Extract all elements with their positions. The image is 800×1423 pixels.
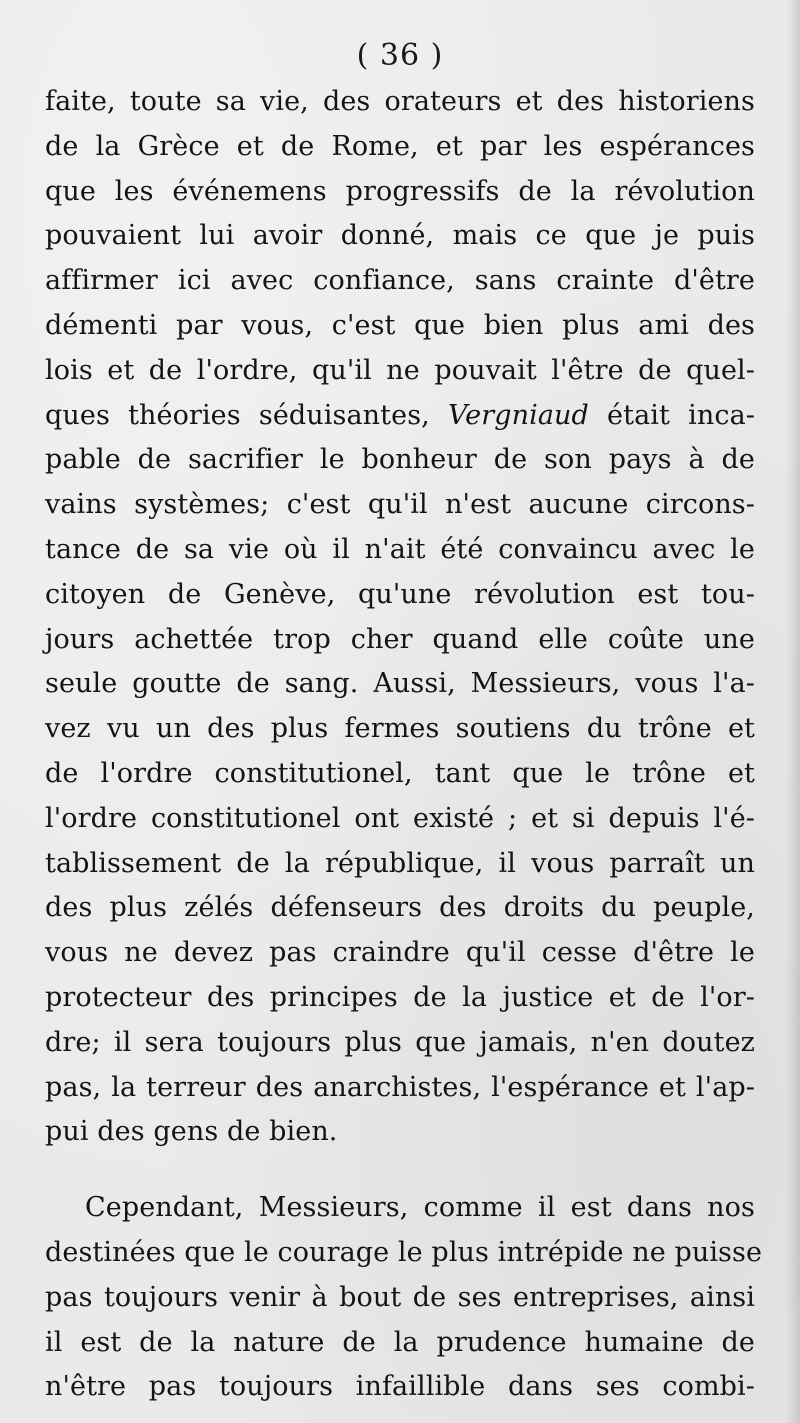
text-line: pouvaient lui avoir donné, mais ce que je puis [45,220,755,252]
paragraph-gap [45,1155,755,1186]
text-line: tance de sa vie où il n'ait été convaincu avec le [45,533,755,565]
text-line: affirmer ici avec confiance, sans crainte d'être [45,265,755,297]
text-line-with-name [45,394,755,439]
text-line: n'être pas toujours infaillible dans ses combi- [45,1371,755,1403]
name-vergniaud: Vergniaud [448,399,589,431]
text-line: des plus zélés défenseurs des droits du peuple, [45,892,755,924]
text-line: pui des gens de bien. [45,1116,338,1148]
page-number: ( 36 ) [356,38,444,73]
text-line: dre; il sera toujours plus que jamais, n'en doutez [45,1026,755,1058]
page-edge-shadow [786,0,800,1423]
text-line: démenti par vous, c'est que bien plus ami des [45,309,755,341]
text-line: faite, toute sa vie, des orateurs et des historiens [45,86,755,117]
text-line: protecteur des principes de la justice et de l'or- [45,981,755,1013]
text-line: de la Grèce et de Rome, et par les espérances [45,130,755,162]
text-fragment: était inca- [588,399,755,431]
text-line: destinées que le courage le plus intrépide ne puisse [45,1236,763,1268]
text-line: il est de la nature de la prudence humaine de [45,1326,755,1358]
text-line: de l'ordre constitutionel, tant que le trône et [45,757,755,789]
text-line: Cependant, Messieurs, comme il est dans nos [85,1192,755,1224]
text-line: vous ne devez pas craindre qu'il cesse d'être le [45,937,755,969]
text-line: jours achettée trop cher quand elle coûte une [45,623,755,655]
text-line: lois et de l'ordre, qu'il ne pouvait l'être de quel- [45,354,755,386]
text-line: pas, la terreur des anarchistes, l'espérance et l'ap- [45,1071,755,1103]
text-line: pable de sacrifier le bonheur de son pays à de [45,444,755,476]
text-fragment: ques théories séduisantes, [45,399,448,431]
text-line: vez vu un des plus fermes soutiens du trône et [45,713,755,745]
body-text [45,80,763,1410]
text-line: tablissement de la république, il vous parraît un [45,847,755,879]
text-line: citoyen de Genève, qu'une révolution est tou- [45,578,755,610]
text-line: pas toujours venir à bout de ses entreprises, ainsi [45,1281,755,1313]
text-line: vains systèmes; c'est qu'il n'est aucune circons- [45,489,755,521]
text-line: l'ordre constitutionel ont existé ; et si depuis l'é- [45,802,755,834]
text-line: seule goutte de sang. Aussi, Messieurs, vous l'a- [45,668,755,700]
text-line: que les événemens progressifs de la révolution [45,175,755,207]
